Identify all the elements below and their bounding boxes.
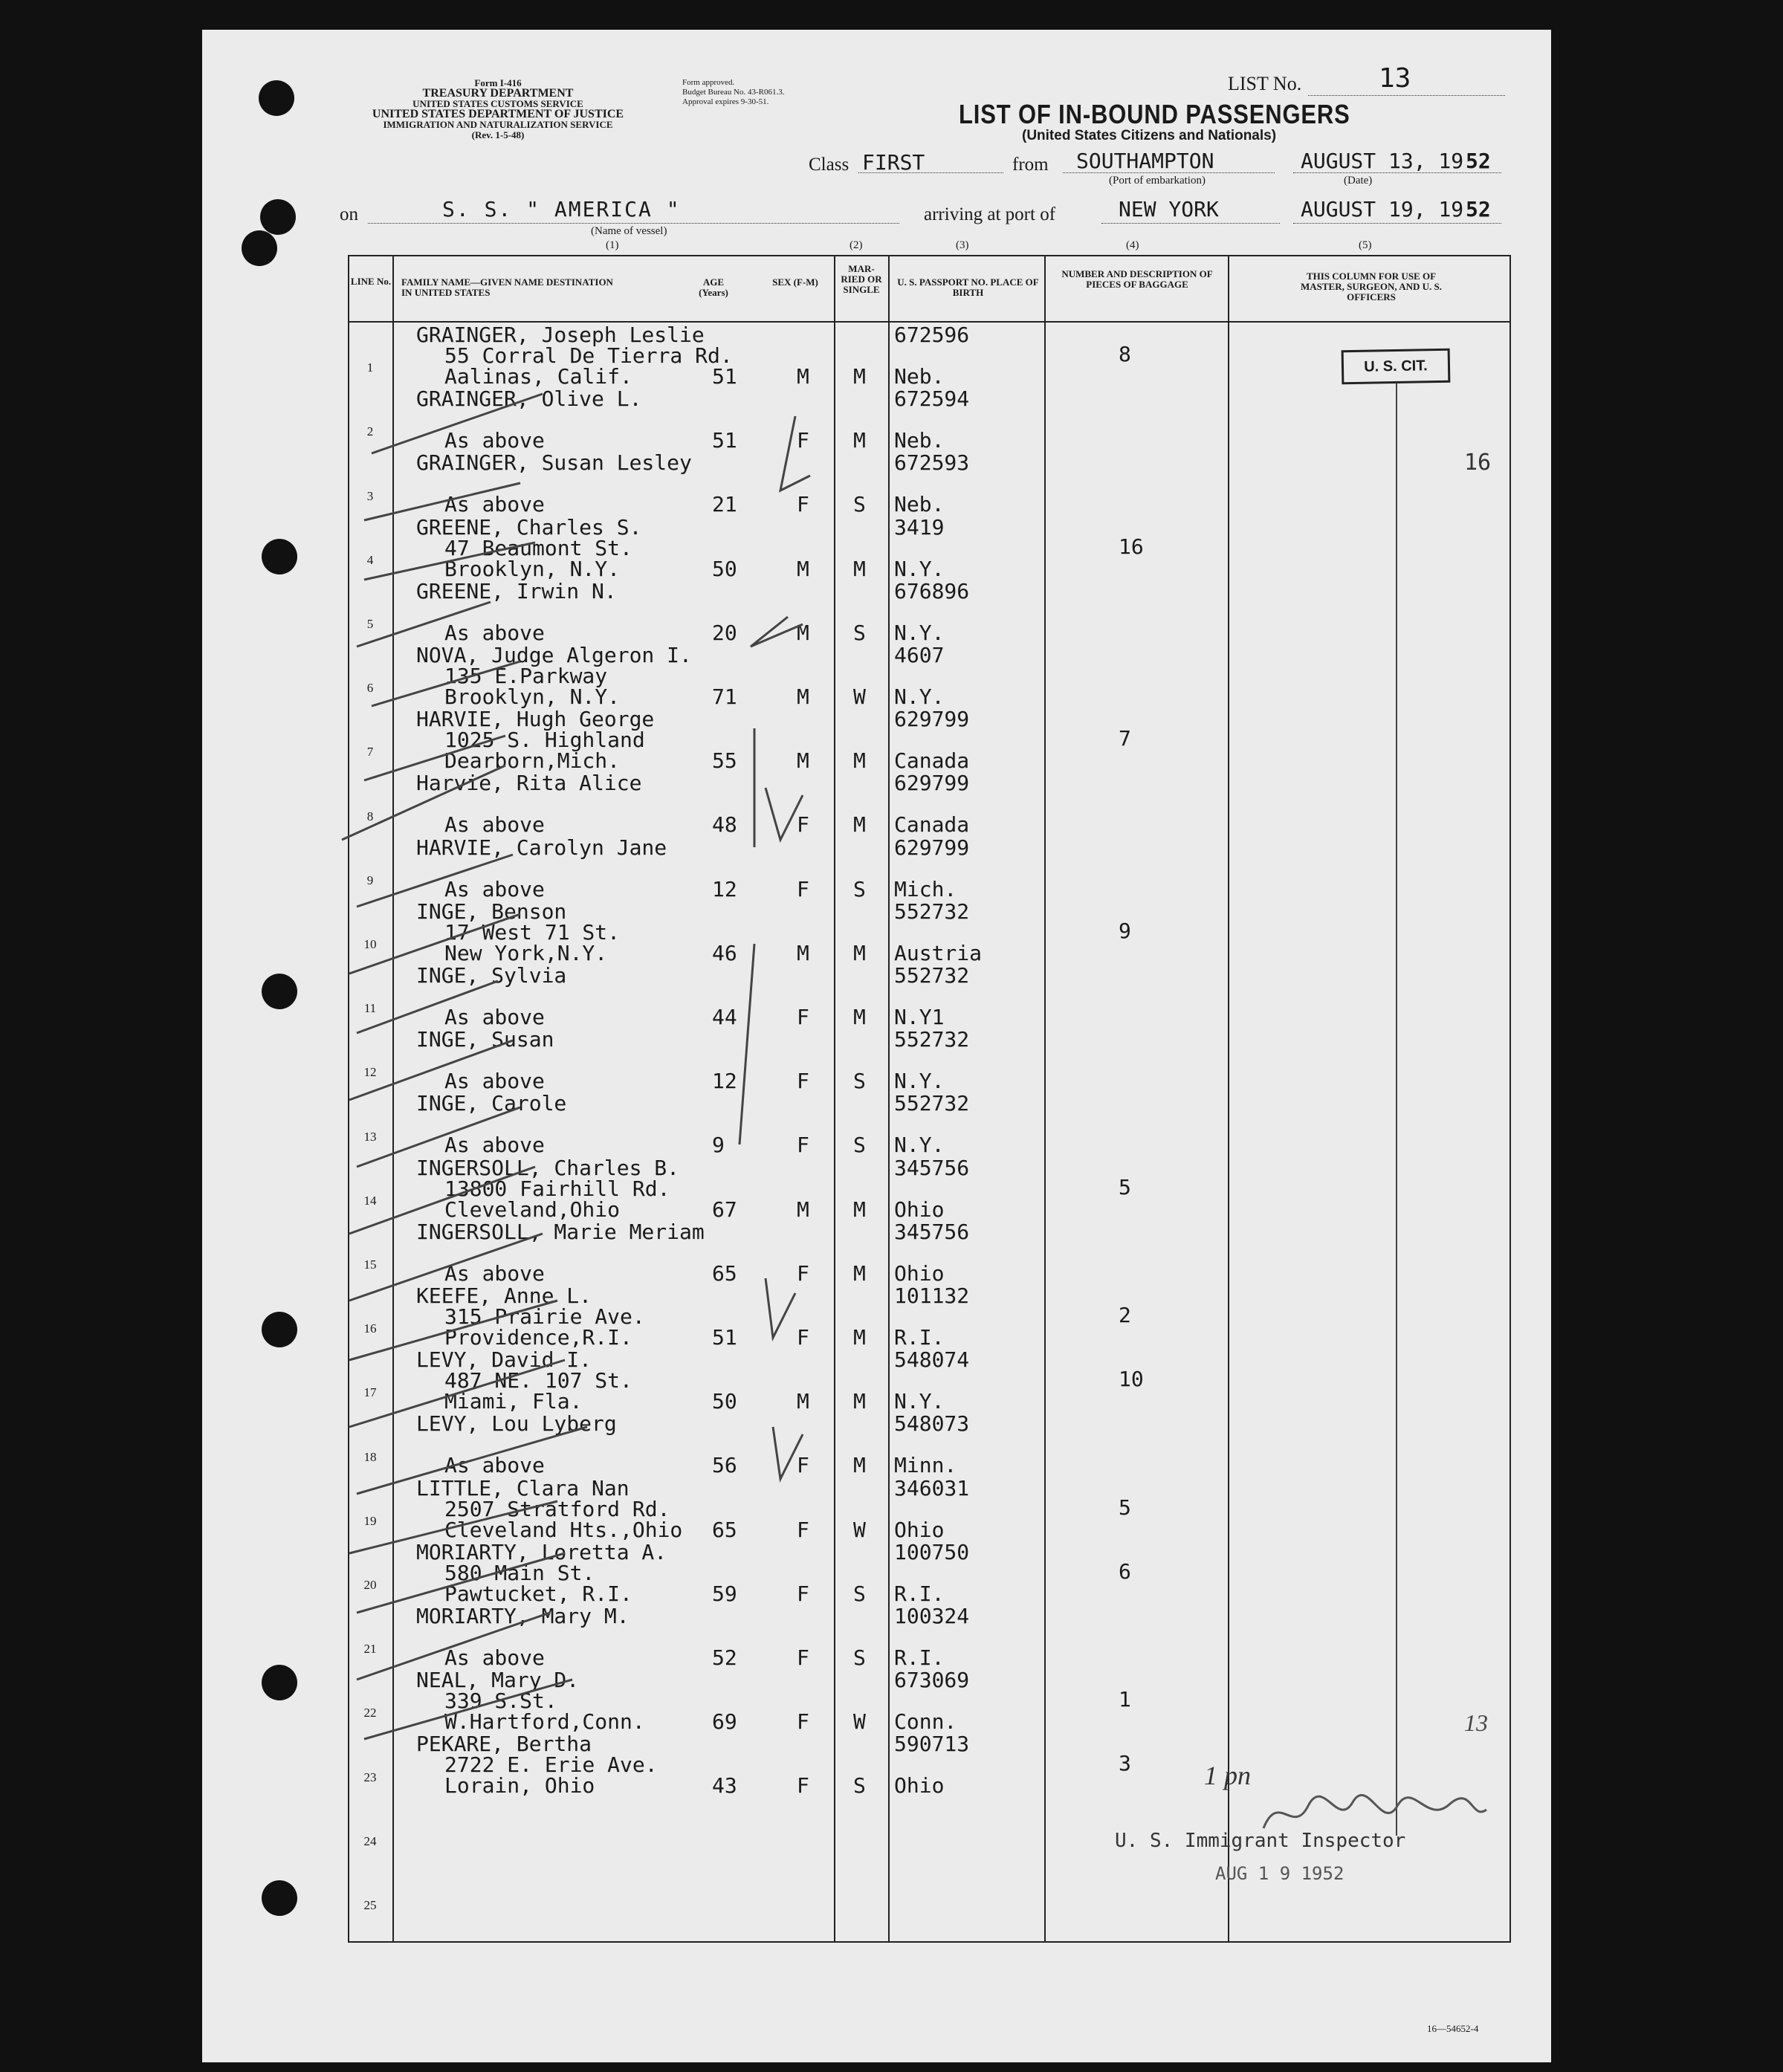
col-num-2: (2): [850, 239, 863, 251]
line-number: 11: [363, 1001, 377, 1016]
baggage-count: 5: [1119, 1174, 1131, 1200]
passenger-age: 12: [712, 1069, 737, 1094]
line-number: 21: [363, 1642, 377, 1657]
line-number: 3: [366, 488, 374, 503]
passenger-age: 44: [712, 1005, 737, 1029]
passenger-sex: F: [797, 812, 809, 838]
passenger-marital-status: S: [853, 1581, 866, 1606]
passenger-age: 20: [712, 620, 737, 645]
passenger-name: INGERSOLL, Marie Meriam: [416, 1219, 705, 1244]
passenger-sex: M: [797, 940, 809, 965]
table-right-border: [1509, 255, 1511, 1943]
punch-hole: [262, 1665, 297, 1700]
passenger-destination: Dearborn,Mich.: [444, 748, 621, 774]
passport-number: 345756: [894, 1219, 970, 1244]
passenger-name: INGERSOLL, Charles B.: [416, 1155, 680, 1180]
passenger-age: 51: [712, 364, 737, 389]
passenger-destination: Providence,R.I.: [444, 1325, 632, 1350]
approval-line-1: Form approved.: [682, 78, 735, 87]
baggage-handwritten-note: 1 pn: [1204, 1761, 1251, 1790]
passenger-marital-status: S: [853, 1645, 866, 1670]
passenger-age: 69: [712, 1709, 737, 1735]
line-number: 18: [363, 1449, 377, 1464]
header-officers: THIS COLUMN FOR USE OF MASTER, SURGEON, AND U. S. OFFICERS: [1301, 271, 1442, 302]
arrival-date-underline: [1293, 223, 1501, 224]
line-number: 1: [366, 360, 374, 375]
passenger-destination: Brooklyn, N.Y.: [444, 556, 621, 581]
col-divider-baggage: [1228, 255, 1229, 1943]
passenger-address: 580 Main St.: [444, 1560, 595, 1585]
passenger-age: 21: [712, 492, 737, 517]
on-label: on: [340, 204, 358, 224]
passenger-sex: F: [797, 1517, 809, 1542]
line-number: 10: [363, 937, 377, 951]
baggage-count: 3: [1119, 1751, 1131, 1776]
passenger-marital-status: M: [853, 1325, 866, 1350]
baggage-count: 5: [1119, 1495, 1131, 1520]
place-of-birth: Ohio: [894, 1773, 945, 1799]
baggage-count: 9: [1119, 918, 1131, 943]
passenger-name: INGE, Susan: [416, 1027, 554, 1052]
passenger-sex: F: [797, 1069, 809, 1094]
passenger-destination: Cleveland Hts.,Ohio: [444, 1517, 683, 1542]
place-of-birth: Neb.: [894, 428, 945, 453]
passenger-age: 52: [712, 1645, 737, 1670]
passport-number: 552732: [894, 899, 970, 924]
header-sex: SEX (F-M): [772, 276, 818, 288]
passenger-name: GREENE, Charles S.: [416, 514, 642, 540]
passenger-destination: Brooklyn, N.Y.: [444, 684, 621, 709]
passenger-marital-status: M: [853, 1005, 866, 1029]
header-married: MAR- RIED OR SINGLE: [841, 263, 882, 295]
passenger-sex: M: [797, 1389, 809, 1414]
passenger-age: 9: [712, 1133, 725, 1158]
passenger-marital-status: W: [853, 1709, 866, 1735]
table-bottom-border: [348, 1941, 1511, 1943]
place-of-birth: N.Y1: [894, 1005, 945, 1029]
passenger-name: LITTLE, Clara Nan: [416, 1475, 630, 1500]
passenger-name: GRAINGER, Susan Lesley: [416, 450, 692, 476]
passenger-name: INGE, Benson: [416, 899, 567, 924]
passenger-destination: New York,N.Y.: [444, 940, 608, 965]
passport-number: 590713: [894, 1732, 970, 1757]
passenger-name: HARVIE, Hugh George: [416, 707, 655, 732]
passenger-sex: F: [797, 1133, 809, 1158]
passenger-address: 315 Prairie Ave.: [444, 1304, 645, 1329]
passenger-sex: F: [797, 1645, 809, 1670]
col-divider-passport: [1044, 255, 1046, 1943]
baggage-count: 6: [1119, 1558, 1131, 1584]
passenger-destination: As above: [444, 620, 545, 645]
class-value: FIRST: [862, 150, 925, 175]
inspector-date-stamp: AUG 1 9 1952: [1215, 1863, 1344, 1884]
passenger-name: Harvie, Rita Alice: [416, 771, 642, 796]
passenger-age: 67: [712, 1197, 737, 1222]
place-of-birth: Neb.: [894, 364, 945, 389]
dept-justice: UNITED STATES DEPARTMENT OF JUSTICE: [372, 108, 624, 120]
passport-number: 552732: [894, 1027, 970, 1052]
place-of-birth: N.Y.: [894, 1389, 945, 1414]
passport-number: 672596: [894, 323, 970, 347]
passenger-address: 1025 S. Highland: [444, 728, 645, 753]
passport-number: 4607: [894, 643, 945, 667]
place-of-birth: Canada: [894, 812, 970, 838]
depart-date: AUGUST 13, 19: [1301, 149, 1464, 173]
passport-number: 548074: [894, 1347, 970, 1373]
passenger-marital-status: S: [853, 1069, 866, 1094]
passenger-destination: Miami, Fla.: [444, 1389, 583, 1414]
passenger-address: 487 NE. 107 St.: [444, 1368, 632, 1393]
place-of-birth: N.Y.: [894, 1069, 945, 1094]
list-no-label: LIST No.: [1228, 73, 1302, 94]
passenger-marital-status: M: [853, 1260, 866, 1286]
passenger-destination: As above: [444, 1260, 545, 1286]
header-baggage: NUMBER AND DESCRIPTION OF PIECES OF BAGGAGE: [1061, 268, 1213, 290]
passenger-address: 2507 Stratford Rd.: [444, 1496, 670, 1521]
baggage-count: 2: [1119, 1303, 1131, 1327]
passport-number: 346031: [894, 1475, 970, 1500]
line-number: 20: [363, 1578, 377, 1592]
passenger-age: 48: [712, 812, 737, 838]
passenger-destination: W.Hartford,Conn.: [444, 1709, 645, 1735]
passenger-address: 47 Beaumont St.: [444, 535, 632, 560]
passenger-age: 51: [712, 1325, 737, 1350]
col-divider-married: [888, 255, 890, 1943]
margin-note-16: 16: [1464, 450, 1492, 476]
baggage-count: 1: [1119, 1687, 1131, 1712]
passport-number: 552732: [894, 963, 970, 988]
line-number: 19: [363, 1513, 377, 1528]
dept-customs: UNITED STATES CUSTOMS SERVICE: [412, 98, 583, 109]
passenger-sex: M: [797, 620, 809, 645]
passport-number: 3419: [894, 514, 945, 540]
passenger-destination: As above: [444, 428, 545, 453]
passenger-name: PEKARE, Bertha: [416, 1732, 592, 1757]
form-revision: (Rev. 1-5-48): [471, 129, 525, 140]
place-of-birth: Ohio: [894, 1260, 945, 1286]
passenger-sex: F: [797, 428, 809, 453]
arrival-port-underline: [1101, 223, 1280, 224]
passenger-name: KEEFE, Anne L.: [416, 1283, 592, 1308]
passenger-name: MORIARTY, Mary M.: [416, 1604, 630, 1628]
line-number: 25: [363, 1898, 377, 1912]
passport-number: 673069: [894, 1668, 970, 1693]
passenger-marital-status: S: [853, 1773, 866, 1799]
passenger-name: NOVA, Judge Algeron I.: [416, 643, 692, 667]
passenger-age: 50: [712, 556, 737, 581]
passenger-sex: F: [797, 492, 809, 517]
passenger-name: LEVY, Lou Lyberg: [416, 1411, 617, 1437]
place-of-birth: Canada: [894, 748, 970, 774]
passenger-age: 56: [712, 1453, 737, 1478]
arriving-label: arriving at port of: [924, 204, 1056, 224]
dept-ins: IMMIGRATION AND NATURALIZATION SERVICE: [383, 119, 613, 130]
table-top-border: [348, 255, 1511, 256]
inspector-title: U. S. Immigrant Inspector: [1115, 1830, 1406, 1852]
passenger-address: 17 West 71 St.: [444, 919, 621, 945]
passenger-sex: F: [797, 1709, 809, 1735]
header-age: AGE (Years): [699, 276, 728, 298]
passenger-name: GRAINGER, Joseph Leslie: [416, 323, 705, 347]
passenger-name: INGE, Sylvia: [416, 963, 567, 988]
arrival-date: AUGUST 19, 19: [1301, 197, 1464, 221]
place-of-birth: Austria: [894, 940, 983, 965]
form-approval: [682, 78, 861, 107]
punch-hole: [262, 1880, 297, 1916]
passenger-name: HARVIE, Carolyn Jane: [416, 835, 667, 860]
passenger-marital-status: S: [853, 620, 866, 645]
line-number: 17: [363, 1385, 377, 1400]
from-label: from: [1012, 155, 1049, 175]
line-number: 23: [363, 1770, 377, 1784]
passport-number: 345756: [894, 1155, 970, 1180]
place-of-birth: Minn.: [894, 1453, 957, 1478]
passenger-destination: As above: [444, 1005, 545, 1029]
passenger-destination: As above: [444, 1645, 545, 1670]
place-of-birth: Ohio: [894, 1517, 945, 1542]
passenger-address: 55 Corral De Tierra Rd.: [444, 343, 733, 368]
place-of-birth: N.Y.: [894, 1133, 945, 1158]
line-number: 2: [366, 424, 374, 439]
place-of-birth: R.I.: [894, 1645, 945, 1670]
passenger-sex: M: [797, 748, 809, 774]
passenger-destination: As above: [444, 1133, 545, 1158]
place-of-birth: Mich.: [894, 876, 957, 901]
passenger-destination: As above: [444, 876, 545, 901]
passenger-sex: F: [797, 1581, 809, 1606]
form-title: LIST OF IN-BOUND PASSENGERS: [959, 99, 1350, 129]
arrival-port: NEW YORK: [1119, 197, 1219, 221]
baggage-count: 7: [1119, 726, 1131, 751]
passenger-marital-status: S: [853, 492, 866, 517]
baggage-count: 8: [1119, 342, 1131, 366]
passenger-destination: As above: [444, 812, 545, 838]
passenger-name: NEAL, Mary D.: [416, 1668, 580, 1693]
form-subtitle: (United States Citizens and Nationals): [1022, 128, 1277, 143]
punch-hole: [262, 974, 297, 1009]
passenger-age: 12: [712, 876, 737, 901]
passenger-age: 55: [712, 748, 737, 774]
passenger-age: 43: [712, 1773, 737, 1799]
passenger-name: GRAINGER, Olive L.: [416, 386, 642, 412]
passenger-destination: Pawtucket, R.I.: [444, 1581, 632, 1606]
passenger-marital-status: W: [853, 684, 866, 709]
baggage-count: 10: [1119, 1367, 1144, 1392]
passenger-marital-status: S: [853, 876, 866, 901]
col-num-3: (3): [956, 239, 969, 251]
line-number: 7: [366, 745, 374, 760]
line-number: 24: [363, 1833, 377, 1848]
col-num-1: (1): [606, 239, 619, 251]
place-of-birth: N.Y.: [894, 620, 945, 645]
punch-hole: [242, 230, 277, 266]
place-of-birth: Ohio: [894, 1197, 945, 1222]
col-num-5: (5): [1359, 239, 1372, 251]
passenger-marital-status: M: [853, 1453, 866, 1478]
passenger-marital-status: M: [853, 428, 866, 453]
line-number: 6: [366, 681, 374, 696]
passport-number: 629799: [894, 707, 970, 732]
date-caption: (Date): [1344, 175, 1373, 187]
vessel-name: S. S. " AMERICA ": [442, 197, 681, 221]
passenger-sex: M: [797, 364, 809, 389]
passenger-name: INGE, Carole: [416, 1091, 567, 1116]
passenger-sex: F: [797, 1260, 809, 1286]
passenger-destination: As above: [444, 1069, 545, 1094]
punch-hole: [260, 199, 296, 235]
line-number: 8: [366, 809, 374, 823]
passport-number: 672594: [894, 386, 970, 412]
line-number: 14: [363, 1193, 377, 1208]
line-number: 15: [363, 1257, 377, 1272]
passenger-sex: F: [797, 876, 809, 901]
passenger-destination: Aalinas, Calif.: [444, 364, 632, 389]
passenger-address: 135 E.Parkway: [444, 664, 608, 688]
passport-number: 629799: [894, 771, 970, 796]
class-underline: [858, 172, 1003, 173]
line-number: 4: [366, 552, 374, 567]
stamp-tick-line: [1396, 383, 1397, 1836]
handwritten-check-marks: [327, 320, 847, 1843]
passenger-destination: As above: [444, 1453, 545, 1478]
baggage-count: 16: [1119, 534, 1144, 559]
passport-number: 629799: [894, 835, 970, 860]
margin-note-13: 13: [1464, 1709, 1488, 1736]
passenger-sex: F: [797, 1453, 809, 1478]
passenger-address: 2722 E. Erie Ave.: [444, 1752, 658, 1778]
passenger-marital-status: W: [853, 1517, 866, 1542]
depart-year: 52: [1466, 149, 1491, 173]
passenger-destination: Cleveland,Ohio: [444, 1197, 621, 1222]
passenger-sex: M: [797, 684, 809, 709]
passport-number: 101132: [894, 1283, 970, 1308]
passenger-marital-status: M: [853, 556, 866, 581]
passenger-age: 65: [712, 1517, 737, 1542]
form-header-left: [334, 78, 661, 140]
passenger-age: 59: [712, 1581, 737, 1606]
punch-hole: [259, 80, 294, 116]
passport-number: 676896: [894, 578, 970, 603]
header-line-no: LINE No.: [350, 276, 392, 287]
passenger-age: 46: [712, 940, 737, 965]
col-num-4: (4): [1126, 239, 1139, 251]
list-no-value: 13: [1379, 63, 1411, 94]
passenger-sex: F: [797, 1325, 809, 1350]
dept-treasury: TREASURY DEPARTMENT: [422, 87, 574, 100]
passenger-marital-status: M: [853, 812, 866, 838]
passenger-address: 339 S.St.: [444, 1689, 557, 1714]
punch-hole: [262, 1312, 297, 1347]
passport-number: 552732: [894, 1091, 970, 1116]
line-number: 16: [363, 1321, 377, 1336]
place-of-birth: N.Y.: [894, 684, 945, 709]
us-citizen-stamp: U. S. CIT.: [1342, 349, 1451, 385]
passenger-destination: As above: [444, 492, 545, 517]
form-number: Form I-416: [474, 77, 522, 88]
place-of-birth: R.I.: [894, 1581, 945, 1606]
passenger-sex: M: [797, 1197, 809, 1222]
line-number: 13: [363, 1129, 377, 1144]
approval-line-3: Approval expires 9-30-51.: [682, 97, 769, 106]
passport-number: 548073: [894, 1411, 970, 1437]
passenger-address: 13800 Fairhill Rd.: [444, 1176, 670, 1201]
port-embark-caption: (Port of embarkation): [1109, 175, 1206, 187]
passenger-destination: Lorain, Ohio: [444, 1773, 595, 1799]
header-name: FAMILY NAME—GIVEN NAME DESTINATION IN UNITED STATES: [401, 276, 613, 298]
approval-line-2: Budget Bureau No. 43-R061.3.: [682, 88, 785, 97]
depart-underline: [1293, 172, 1501, 173]
passenger-name: GREENE, Irwin N.: [416, 578, 617, 603]
passenger-sex: M: [797, 556, 809, 581]
passenger-age: 50: [712, 1389, 737, 1414]
passenger-name: MORIARTY, Loretta A.: [416, 1539, 667, 1564]
line-number: 5: [366, 617, 374, 631]
from-underline: [1063, 172, 1275, 173]
passenger-marital-status: M: [853, 364, 866, 389]
passenger-marital-status: M: [853, 940, 866, 965]
vessel-underline: [368, 223, 899, 224]
place-of-birth: N.Y.: [894, 556, 945, 581]
from-value: SOUTHAMPTON: [1076, 149, 1214, 173]
punch-hole: [262, 539, 297, 574]
line-number: 22: [363, 1706, 377, 1720]
passenger-marital-status: M: [853, 748, 866, 774]
passenger-sex: F: [797, 1773, 809, 1799]
line-number: 12: [363, 1065, 377, 1080]
passenger-age: 65: [712, 1260, 737, 1286]
passenger-marital-status: M: [853, 1197, 866, 1222]
place-of-birth: R.I.: [894, 1325, 945, 1350]
passport-number: 100750: [894, 1539, 970, 1564]
vessel-caption: (Name of vessel): [591, 225, 667, 237]
place-of-birth: Conn.: [894, 1709, 957, 1735]
passenger-age: 51: [712, 428, 737, 453]
passenger-sex: F: [797, 1005, 809, 1029]
place-of-birth: Neb.: [894, 492, 945, 517]
passenger-name: LEVY, David I.: [416, 1347, 592, 1373]
header-passport: U. S. PASSPORT NO. PLACE OF BIRTH: [897, 276, 1039, 298]
list-no-underline: [1308, 95, 1505, 96]
footer-code: 16—54652-4: [1427, 2023, 1479, 2034]
passport-number: 672593: [894, 450, 970, 476]
passenger-marital-status: M: [853, 1389, 866, 1414]
arrival-year: 52: [1466, 197, 1491, 221]
passenger-marital-status: S: [853, 1133, 866, 1158]
line-number: 9: [366, 872, 374, 887]
class-label: Class: [809, 155, 850, 175]
passport-number: 100324: [894, 1604, 970, 1628]
passenger-age: 71: [712, 684, 737, 709]
